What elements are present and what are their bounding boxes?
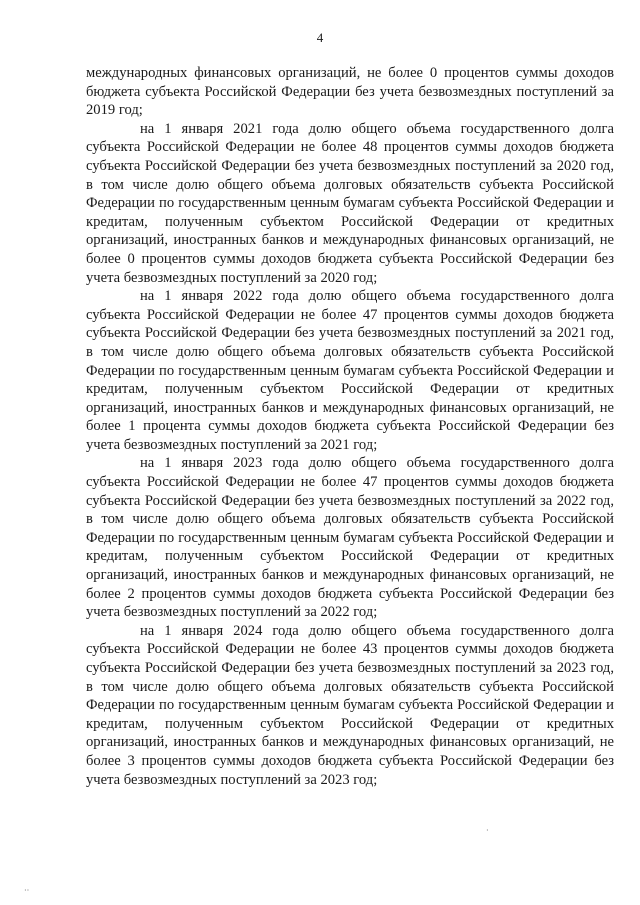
page-number: 4: [316, 30, 324, 45]
paragraph-2024: на 1 января 2024 года долю общего объема государственного долга субъекта Российской Федерации не более 43 процентов суммы доходов бюджета субъекта Российской Федерации без учета безвозмездных поступлений за 2023 год, в том числе долю общего объема долговых обязательств субъекта Российской Федерации по государственным ценным бумагам субъекта Российской Федерации и кредитам, полученным субъектом Российской Федерации от кредитных организаций, иностранных банков и международных финансовых организаций, не более 3 процентов суммы доходов бюджета субъекта Российской Федерации без учета безвозмездных поступлений за 2023 год;: [86, 622, 614, 788]
scan-speck: ··: [24, 886, 30, 895]
scan-speck: ·: [486, 826, 489, 835]
document-body: [86, 64, 614, 789]
paragraph-2021: на 1 января 2021 года долю общего объема государственного долга субъекта Российской Федерации не более 48 процентов суммы доходов бюджета субъекта Российской Федерации без учета безвозмездных поступлений за 2020 год, в том числе долю общего объема долговых обязательств субъекта Российской Федерации по государственным ценным бумагам субъекта Российской Федерации и кредитам, полученным субъектом Российской Федерации от кредитных организаций, иностранных банков и международных финансовых организаций, не более 0 процентов суммы доходов бюджета субъекта Российской Федерации без учета безвозмездных поступлений за 2020 год;: [86, 120, 614, 286]
paragraph-continuation: международных финансовых организаций, не более 0 процентов суммы доходов бюджета субъекта Российской Федерации без учета безвозмездных поступлений за 2019 год;: [86, 65, 614, 119]
paragraph-2023: на 1 января 2023 года долю общего объема государственного долга субъекта Российской Федерации не более 47 процентов суммы доходов бюджета субъекта Российской Федерации без учета безвозмездных поступлений за 2022 год, в том числе долю общего объема долговых обязательств субъекта Российской Федерации по государственным ценным бумагам субъекта Российской Федерации и кредитам, полученным субъектом Российской Федерации от кредитных организаций, иностранных банков и международных финансовых организаций, не более 2 процентов суммы доходов бюджета субъекта Российской Федерации без учета безвозмездных поступлений за 2022 год;: [86, 455, 614, 621]
paragraph-2022: на 1 января 2022 года долю общего объема государственного долга субъекта Российской Федерации не более 47 процентов суммы доходов бюджета субъекта Российской Федерации без учета безвозмездных поступлений за 2021 год, в том числе долю общего объема долговых обязательств субъекта Российской Федерации по государственным ценным бумагам субъекта Российской Федерации и кредитам, полученным субъектом Российской Федерации от кредитных организаций, иностранных банков и международных финансовых организаций, не более 1 процента суммы доходов бюджета субъекта Российской Федерации без учета безвозмездных поступлений за 2021 год;: [86, 288, 614, 453]
